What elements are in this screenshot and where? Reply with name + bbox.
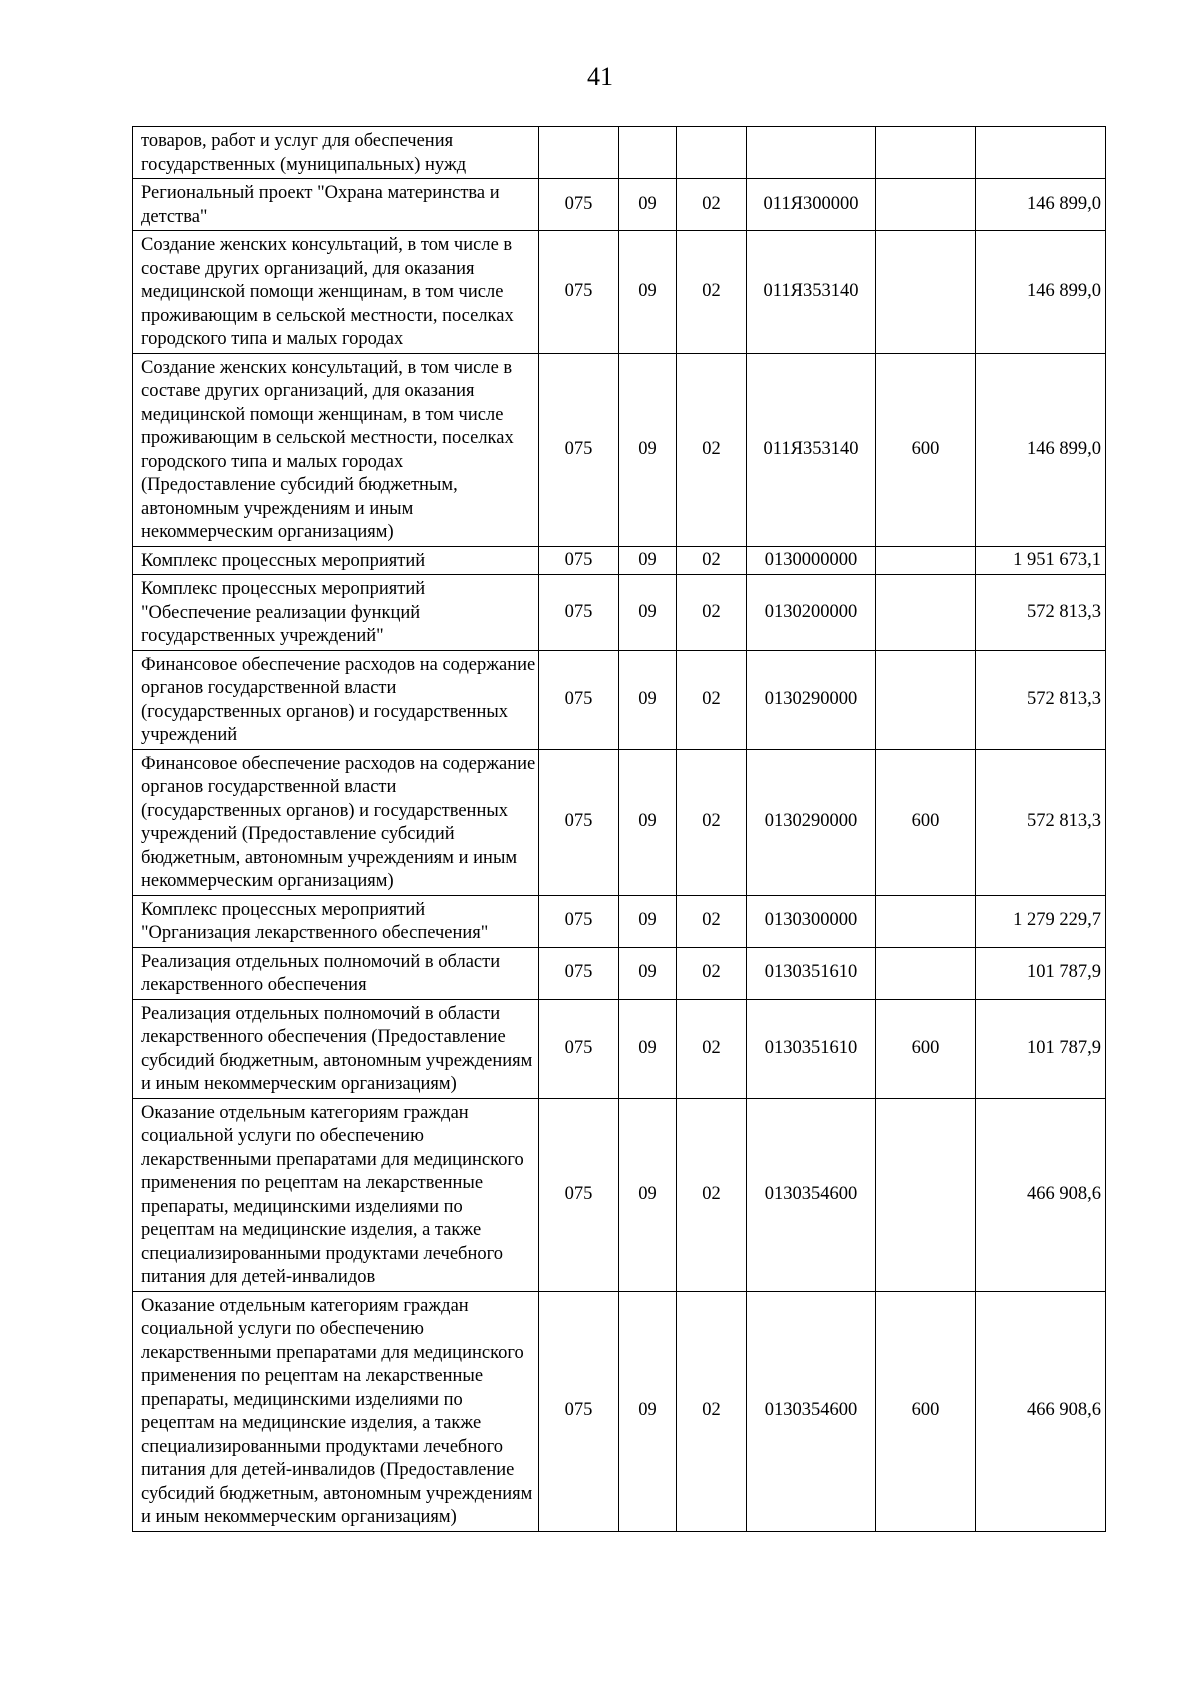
ministry-code-cell: 075: [539, 179, 619, 231]
amount-cell: 146 899,0: [976, 353, 1106, 546]
subsection-code-cell: 02: [677, 650, 747, 749]
expense-type-cell: [876, 546, 976, 575]
ministry-code-cell: 075: [539, 353, 619, 546]
ministry-code-cell: 075: [539, 1291, 619, 1531]
table-row: [133, 895, 1106, 947]
table-row: [133, 231, 1106, 354]
subsection-code-cell: 02: [677, 1291, 747, 1531]
subsection-code-cell: 02: [677, 895, 747, 947]
section-code-cell: 09: [619, 353, 677, 546]
table-row: [133, 179, 1106, 231]
row-name-cell: Оказание отдельным категориям граждан социальной услуги по обеспечению лекарственными препаратами для медицинского применения по рецептам на лекарственные препараты, медицинскими изделиями по рецептам на медицинские изделия, а также специализированными продуктами лечебного питания для детей-инвалидов: [133, 1098, 539, 1291]
ministry-code-cell: 075: [539, 947, 619, 999]
target-article-cell: 0130000000: [747, 546, 876, 575]
subsection-code-cell: 02: [677, 353, 747, 546]
amount-cell: 101 787,9: [976, 999, 1106, 1098]
subsection-code-cell: 02: [677, 546, 747, 575]
amount-cell: 466 908,6: [976, 1291, 1106, 1531]
budget-table: [132, 126, 1106, 1532]
section-code-cell: 09: [619, 999, 677, 1098]
row-name-cell: Финансовое обеспечение расходов на содержание органов государственной власти (государственных органов) и государственных учреждений (Предоставление субсидий бюджетным, автономным учреждениям и иным некоммерческим организациям): [133, 749, 539, 895]
expense-type-cell: 600: [876, 749, 976, 895]
amount-cell: 101 787,9: [976, 947, 1106, 999]
table-row: [133, 1291, 1106, 1531]
ministry-code-cell: 075: [539, 999, 619, 1098]
subsection-code-cell: 02: [677, 947, 747, 999]
expense-type-cell: [876, 895, 976, 947]
amount-cell: 1 951 673,1: [976, 546, 1106, 575]
section-code-cell: 09: [619, 575, 677, 651]
ministry-code-cell: 075: [539, 575, 619, 651]
section-code-cell: 09: [619, 947, 677, 999]
row-name-cell: Реализация отдельных полномочий в области лекарственного обеспечения: [133, 947, 539, 999]
row-name-cell: Создание женских консультаций, в том числе в составе других организаций, для оказания медицинской помощи женщинам, в том числе проживающим в сельской местности, поселках городского типа и малых городах (Предоставление субсидий бюджетным, автономным учреждениям и иным некоммерческим организациям): [133, 353, 539, 546]
section-code-cell: [619, 127, 677, 179]
ministry-code-cell: 075: [539, 650, 619, 749]
target-article-cell: 0130351610: [747, 947, 876, 999]
target-article-cell: 0130354600: [747, 1098, 876, 1291]
table-row: [133, 575, 1106, 651]
row-name-cell: Региональный проект "Охрана материнства и детства": [133, 179, 539, 231]
table-row: [133, 999, 1106, 1098]
target-article-cell: 0130290000: [747, 749, 876, 895]
budget-table-body: [133, 127, 1106, 1532]
expense-type-cell: 600: [876, 353, 976, 546]
ministry-code-cell: 075: [539, 1098, 619, 1291]
row-name-cell: Создание женских консультаций, в том числе в составе других организаций, для оказания медицинской помощи женщинам, в том числе проживающим в сельской местности, поселках городского типа и малых городах: [133, 231, 539, 354]
row-name-cell: Оказание отдельным категориям граждан социальной услуги по обеспечению лекарственными препаратами для медицинского применения по рецептам на лекарственные препараты, медицинскими изделиями по рецептам на медицинские изделия, а также специализированными продуктами лечебного питания для детей-инвалидов (Предоставление субсидий бюджетным, автономным учреждениям и иным некоммерческим организациям): [133, 1291, 539, 1531]
amount-cell: 146 899,0: [976, 231, 1106, 354]
target-article-cell: 0130290000: [747, 650, 876, 749]
subsection-code-cell: 02: [677, 749, 747, 895]
ministry-code-cell: 075: [539, 749, 619, 895]
section-code-cell: 09: [619, 1291, 677, 1531]
ministry-code-cell: 075: [539, 546, 619, 575]
row-name-cell: Комплекс процессных мероприятий: [133, 546, 539, 575]
target-article-cell: [747, 127, 876, 179]
section-code-cell: 09: [619, 1098, 677, 1291]
target-article-cell: 011Я300000: [747, 179, 876, 231]
section-code-cell: 09: [619, 895, 677, 947]
amount-cell: 1 279 229,7: [976, 895, 1106, 947]
subsection-code-cell: 02: [677, 999, 747, 1098]
expense-type-cell: [876, 650, 976, 749]
section-code-cell: 09: [619, 231, 677, 354]
ministry-code-cell: 075: [539, 231, 619, 354]
subsection-code-cell: 02: [677, 231, 747, 354]
target-article-cell: 0130351610: [747, 999, 876, 1098]
table-row: [133, 353, 1106, 546]
expense-type-cell: 600: [876, 1291, 976, 1531]
table-row: [133, 749, 1106, 895]
amount-cell: 572 813,3: [976, 749, 1106, 895]
table-row: [133, 127, 1106, 179]
section-code-cell: 09: [619, 179, 677, 231]
target-article-cell: 011Я353140: [747, 231, 876, 354]
amount-cell: 572 813,3: [976, 575, 1106, 651]
row-name-cell: Комплекс процессных мероприятий "Обеспечение реализации функций государственных учреждений": [133, 575, 539, 651]
row-name-cell: Финансовое обеспечение расходов на содержание органов государственной власти (государственных органов) и государственных учреждений: [133, 650, 539, 749]
amount-cell: 146 899,0: [976, 179, 1106, 231]
table-row: [133, 546, 1106, 575]
table-row: [133, 650, 1106, 749]
subsection-code-cell: 02: [677, 179, 747, 231]
subsection-code-cell: 02: [677, 1098, 747, 1291]
target-article-cell: 011Я353140: [747, 353, 876, 546]
amount-cell: 466 908,6: [976, 1098, 1106, 1291]
section-code-cell: 09: [619, 546, 677, 575]
expense-type-cell: [876, 575, 976, 651]
table-row: [133, 947, 1106, 999]
target-article-cell: 0130200000: [747, 575, 876, 651]
expense-type-cell: 600: [876, 999, 976, 1098]
amount-cell: 572 813,3: [976, 650, 1106, 749]
expense-type-cell: [876, 1098, 976, 1291]
expense-type-cell: [876, 231, 976, 354]
expense-type-cell: [876, 127, 976, 179]
ministry-code-cell: 075: [539, 895, 619, 947]
subsection-code-cell: 02: [677, 575, 747, 651]
row-name-cell: Комплекс процессных мероприятий "Организация лекарственного обеспечения": [133, 895, 539, 947]
section-code-cell: 09: [619, 650, 677, 749]
amount-cell: [976, 127, 1106, 179]
ministry-code-cell: [539, 127, 619, 179]
table-row: [133, 1098, 1106, 1291]
row-name-cell: товаров, работ и услуг для обеспечения государственных (муниципальных) нужд: [133, 127, 539, 179]
page-number: 41: [587, 62, 613, 91]
row-name-cell: Реализация отдельных полномочий в области лекарственного обеспечения (Предоставление субсидий бюджетным, автономным учреждениям и иным некоммерческим организациям): [133, 999, 539, 1098]
section-code-cell: 09: [619, 749, 677, 895]
subsection-code-cell: [677, 127, 747, 179]
expense-type-cell: [876, 947, 976, 999]
target-article-cell: 0130300000: [747, 895, 876, 947]
target-article-cell: 0130354600: [747, 1291, 876, 1531]
expense-type-cell: [876, 179, 976, 231]
